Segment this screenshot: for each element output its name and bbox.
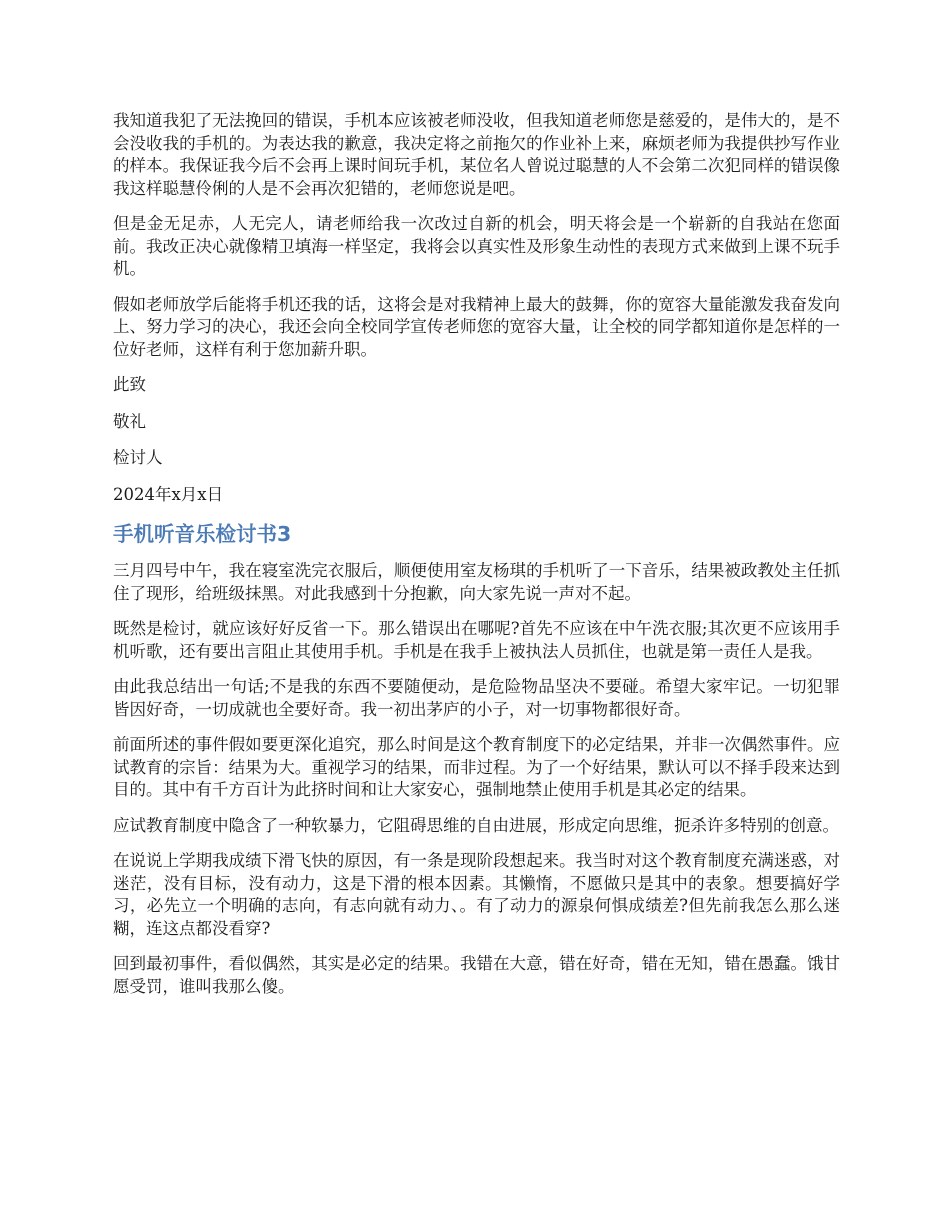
date-line: 2024年x月x日 bbox=[113, 484, 224, 504]
closing-salutation: 此致 bbox=[113, 375, 146, 394]
body-paragraph: 既然是检讨，就应该好好反省一下。那么错误出在哪呢?首先不应该在中午洗衣服;其次更不应该用手机听歌，还有要出言阻止其使用手机。手机是在我手上被执法人员抓住，也就是第一责任人是我。 bbox=[113, 619, 840, 661]
document-page bbox=[113, 110, 840, 1011]
body-paragraph: 在说说上学期我成绩下滑飞快的原因，有一条是现阶段想起来。我当时对这个教育制度充满迷惑，对迷茫，没有目标，没有动力，这是下滑的根本因素。其懒惰，不愿做只是其中的表象。想要搞好学习，必先立一个明确的志向，有志向就有动力、。有了动力的源泉何惧成绩差?但先前我怎么那么迷糊，连这点都没看穿? bbox=[113, 851, 840, 938]
body-paragraph: 由此我总结出一句话;不是我的东西不要随便动，是危险物品坚决不要碰。希望大家牢记。一切犯罪皆因好奇，一切成就也全要好奇。我一初出茅庐的小子，对一切事物都很好奇。 bbox=[113, 677, 840, 719]
body-paragraph: 前面所述的事件假如要更深化追究，那么时间是这个教育制度下的必定结果，并非一次偶然事件。应试教育的宗旨：结果为大。重视学习的结果，而非过程。为了一个好结果，默认可以不择手段来达到目的。其中有千方百计为此挤时间和让大家安心，强制地禁止使用手机是其必定的结果。 bbox=[113, 735, 840, 799]
body-paragraph: 但是金无足赤，人无完人，请老师给我一次改过自新的机会，明天将会是一个崭新的自我站在您面前。我改正决心就像精卫填海一样坚定，我将会以真实性及形象生动性的表现方式来做到上课不玩手机。 bbox=[113, 214, 840, 278]
closing-respect: 敬礼 bbox=[113, 411, 146, 431]
section-title: 手机听音乐检讨书3 bbox=[113, 522, 292, 546]
body-paragraph: 应试教育制度中隐含了一种软暴力，它阻碍思维的自由进展，形成定向思维，扼杀许多特别的创意。 bbox=[113, 815, 839, 835]
body-paragraph: 假如老师放学后能将手机还我的话，这将会是对我精神上最大的鼓舞，你的宽容大量能激发我奋发向上、努力学习的决心，我还会向全校同学宣传老师您的宽容大量，让全校的同学都知道你是怎样的一位好老师，这样有利于您加薪升职。 bbox=[113, 294, 840, 359]
body-paragraph: 三月四号中午，我在寝室洗完衣服后，顺便使用室友杨琪的手机听了一下音乐，结果被政教处主任抓住了现形，给班级抹黑。对此我感到十分抱歉，向大家先说一声对不起。 bbox=[113, 561, 840, 603]
body-paragraph: 回到最初事件，看似偶然，其实是必定的结果。我错在大意，错在好奇，错在无知，错在愚蠢。饿甘愿受罚，谁叫我那么傻。 bbox=[113, 954, 840, 996]
signature-label: 检讨人 bbox=[113, 448, 163, 467]
body-paragraph: 我知道我犯了无法挽回的错误，手机本应该被老师没收，但我知道老师您是慈爱的，是伟大的，是不会没收我的手机的。为表达我的歉意，我决定将之前拖欠的作业补上来，麻烦老师为我提供抄写作业的样本。我保证我今后不会再上课时间玩手机，某位名人曾说过聪慧的人不会第二次犯同样的错误像我这样聪慧伶俐的人是不会再次犯错的，老师您说是吧。 bbox=[113, 111, 840, 198]
